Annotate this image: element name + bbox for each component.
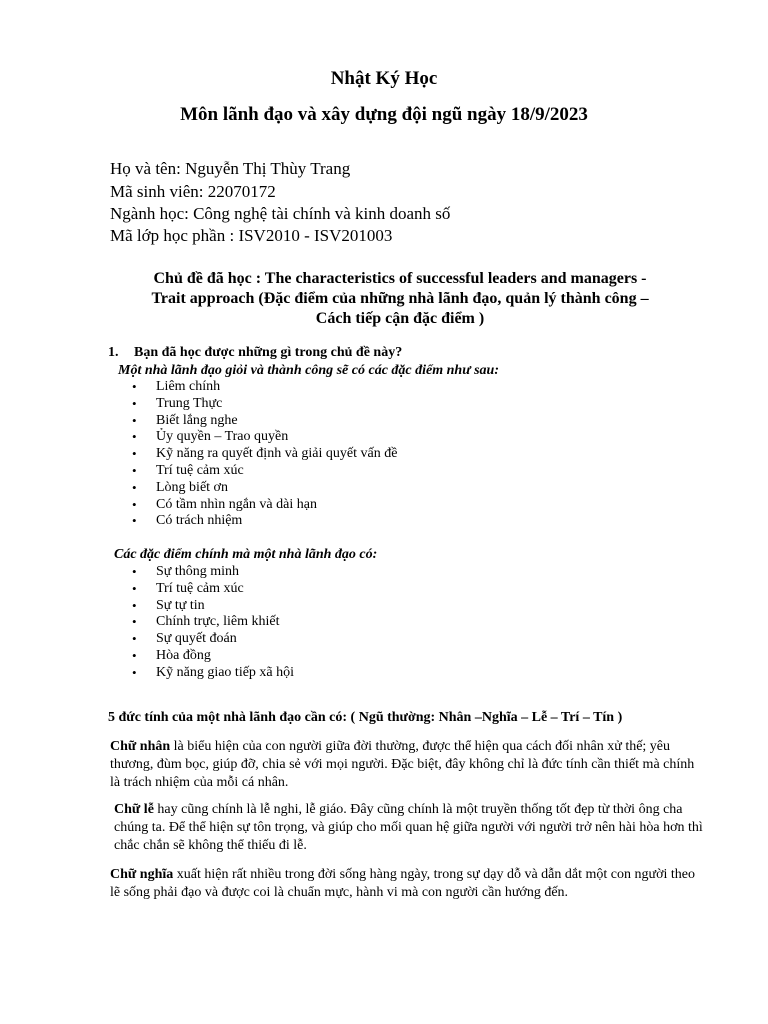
bullet-icon: • [132, 664, 137, 680]
section-a-heading: Một nhà lãnh đạo giỏi và thành công sẽ có các đặc điểm như sau: [118, 363, 499, 378]
list-item [132, 396, 397, 413]
list-item-label: Sự thông minh [156, 564, 240, 579]
student-id: Mã sinh viên: 22070172 [110, 182, 276, 201]
bullet-icon: • [132, 647, 137, 663]
list-item-label: Trí tuệ cảm xúc [156, 580, 244, 596]
text-nhan: là biểu hiện của con người giữa đời thường, được thể hiện qua cách đối nhân xử thế; yêu thương, đùm bọc, giúp đỡ, chia sẻ với mọi người. Đặc biệt, đây không chỉ là đức tính cần thiết mà chính là trách nhiệm của mỗi cá nhân. [110, 739, 695, 790]
bullet-icon: • [132, 429, 137, 445]
bullet-icon: • [132, 412, 137, 428]
list-item-label: Sự quyết đoán [156, 631, 237, 647]
list-item-label: Liêm chính [156, 379, 221, 394]
student-name: Họ và tên: Nguyễn Thị Thùy Trang [110, 159, 351, 178]
section-b-list [132, 564, 294, 682]
list-item [132, 564, 294, 581]
bullet-icon: • [132, 395, 137, 411]
bullet-icon: • [132, 564, 137, 579]
list-item-label: Chính trực, liêm khiết [156, 614, 280, 630]
list-item [132, 598, 294, 615]
list-item-label: Kỹ năng giao tiếp xã hội [156, 664, 295, 680]
topic-line-1: Chủ đề đã học : The characteristics of successful leaders and managers - [153, 270, 647, 287]
list-item-label: Hòa đồng [156, 647, 211, 663]
paragraph-nghia [110, 866, 700, 902]
student-major: Ngành học: Công nghệ tài chính và kinh doanh số [110, 204, 451, 223]
bullet-icon: • [132, 597, 137, 613]
list-item [132, 581, 294, 598]
list-item-label: Có trách nhiệm [156, 513, 243, 529]
student-info [110, 158, 350, 180]
topic-heading [112, 269, 688, 329]
bullet-icon: • [132, 580, 137, 596]
list-item-label: Có tầm nhìn ngắn và dài hạn [156, 496, 317, 512]
list-item-label: Ủy quyền – Trao quyền [156, 429, 289, 445]
list-item-label: Sự tự tin [156, 597, 205, 613]
topic-line-2: Trait approach (Đặc điểm của những nhà lãnh đạo, quản lý thành công – [151, 290, 649, 307]
bullet-icon: • [132, 446, 137, 462]
term-le: Chữ lễ [114, 802, 154, 817]
list-item [132, 379, 397, 396]
list-item-label: Lòng biết ơn [156, 479, 228, 495]
term-nghia: Chữ nghĩa [110, 867, 174, 882]
student-info-class [110, 225, 392, 247]
list-item [132, 463, 397, 480]
bullet-icon: • [132, 479, 137, 495]
bullet-icon: • [132, 462, 137, 478]
list-item [132, 413, 397, 430]
term-nhan: Chữ nhân [110, 739, 171, 754]
list-item-label: Trung Thực [156, 395, 223, 411]
question-text: Bạn đã học được những gì trong chủ đề này? [134, 345, 403, 360]
text-nghia: xuất hiện rất nhiều trong đời sống hàng ngày, trong sự dạy dỗ và dẫn dắt một con người theo lẽ sống phải đạo và được coi là chuẩn mực, hành vi mà con người cần hướng đến. [110, 867, 695, 900]
section-b-heading: Các đặc điểm chính mà một nhà lãnh đạo có: [114, 547, 378, 562]
bullet-icon: • [132, 379, 137, 394]
paragraph-nhan [110, 738, 700, 792]
question-1 [108, 345, 402, 361]
paragraph-le [114, 801, 704, 855]
list-item-label: Trí tuệ cảm xúc [156, 462, 244, 478]
student-class: Mã lớp học phần : ISV2010 - ISV201003 [110, 226, 393, 245]
student-info-major [110, 203, 450, 225]
list-item-label: Kỹ năng ra quyết định và giải quyết vấn đề [156, 446, 398, 462]
document-subtitle: Môn lãnh đạo và xây dựng đội ngũ ngày 18/9/2023 [180, 104, 588, 125]
bullet-icon: • [132, 513, 137, 529]
section-a-list [132, 379, 397, 530]
list-item-label: Biết lắng nghe [156, 412, 238, 428]
bullet-icon: • [132, 614, 137, 630]
list-item [132, 446, 397, 463]
list-item [132, 497, 397, 514]
question-number: 1. [108, 345, 119, 360]
bullet-icon: • [132, 631, 137, 647]
list-item [132, 665, 294, 682]
list-item [132, 614, 294, 631]
virtues-heading: 5 đức tính của một nhà lãnh đạo cần có: ( Ngũ thường: Nhân –Nghĩa – Lễ – Trí – Tín ) [108, 710, 623, 725]
list-item [132, 429, 397, 446]
document-title: Nhật Ký Học [330, 68, 438, 89]
list-item [132, 513, 397, 530]
list-item [132, 480, 397, 497]
topic-line-3: Cách tiếp cận đặc điểm ) [315, 310, 485, 327]
student-info-id [110, 181, 276, 203]
text-le: hay cũng chính là lễ nghi, lễ giáo. Đây cũng chính là một truyền thống tốt đẹp từ thời ông cha chúng ta. Để thể hiện sự tôn trọng, và giúp cho mối quan hệ giữa người với người trở nên hài hòa hơn thì chắc chắn sẽ không thể thiếu đi lễ. [114, 802, 703, 853]
list-item [132, 648, 294, 665]
bullet-icon: • [132, 496, 137, 512]
list-item [132, 631, 294, 648]
